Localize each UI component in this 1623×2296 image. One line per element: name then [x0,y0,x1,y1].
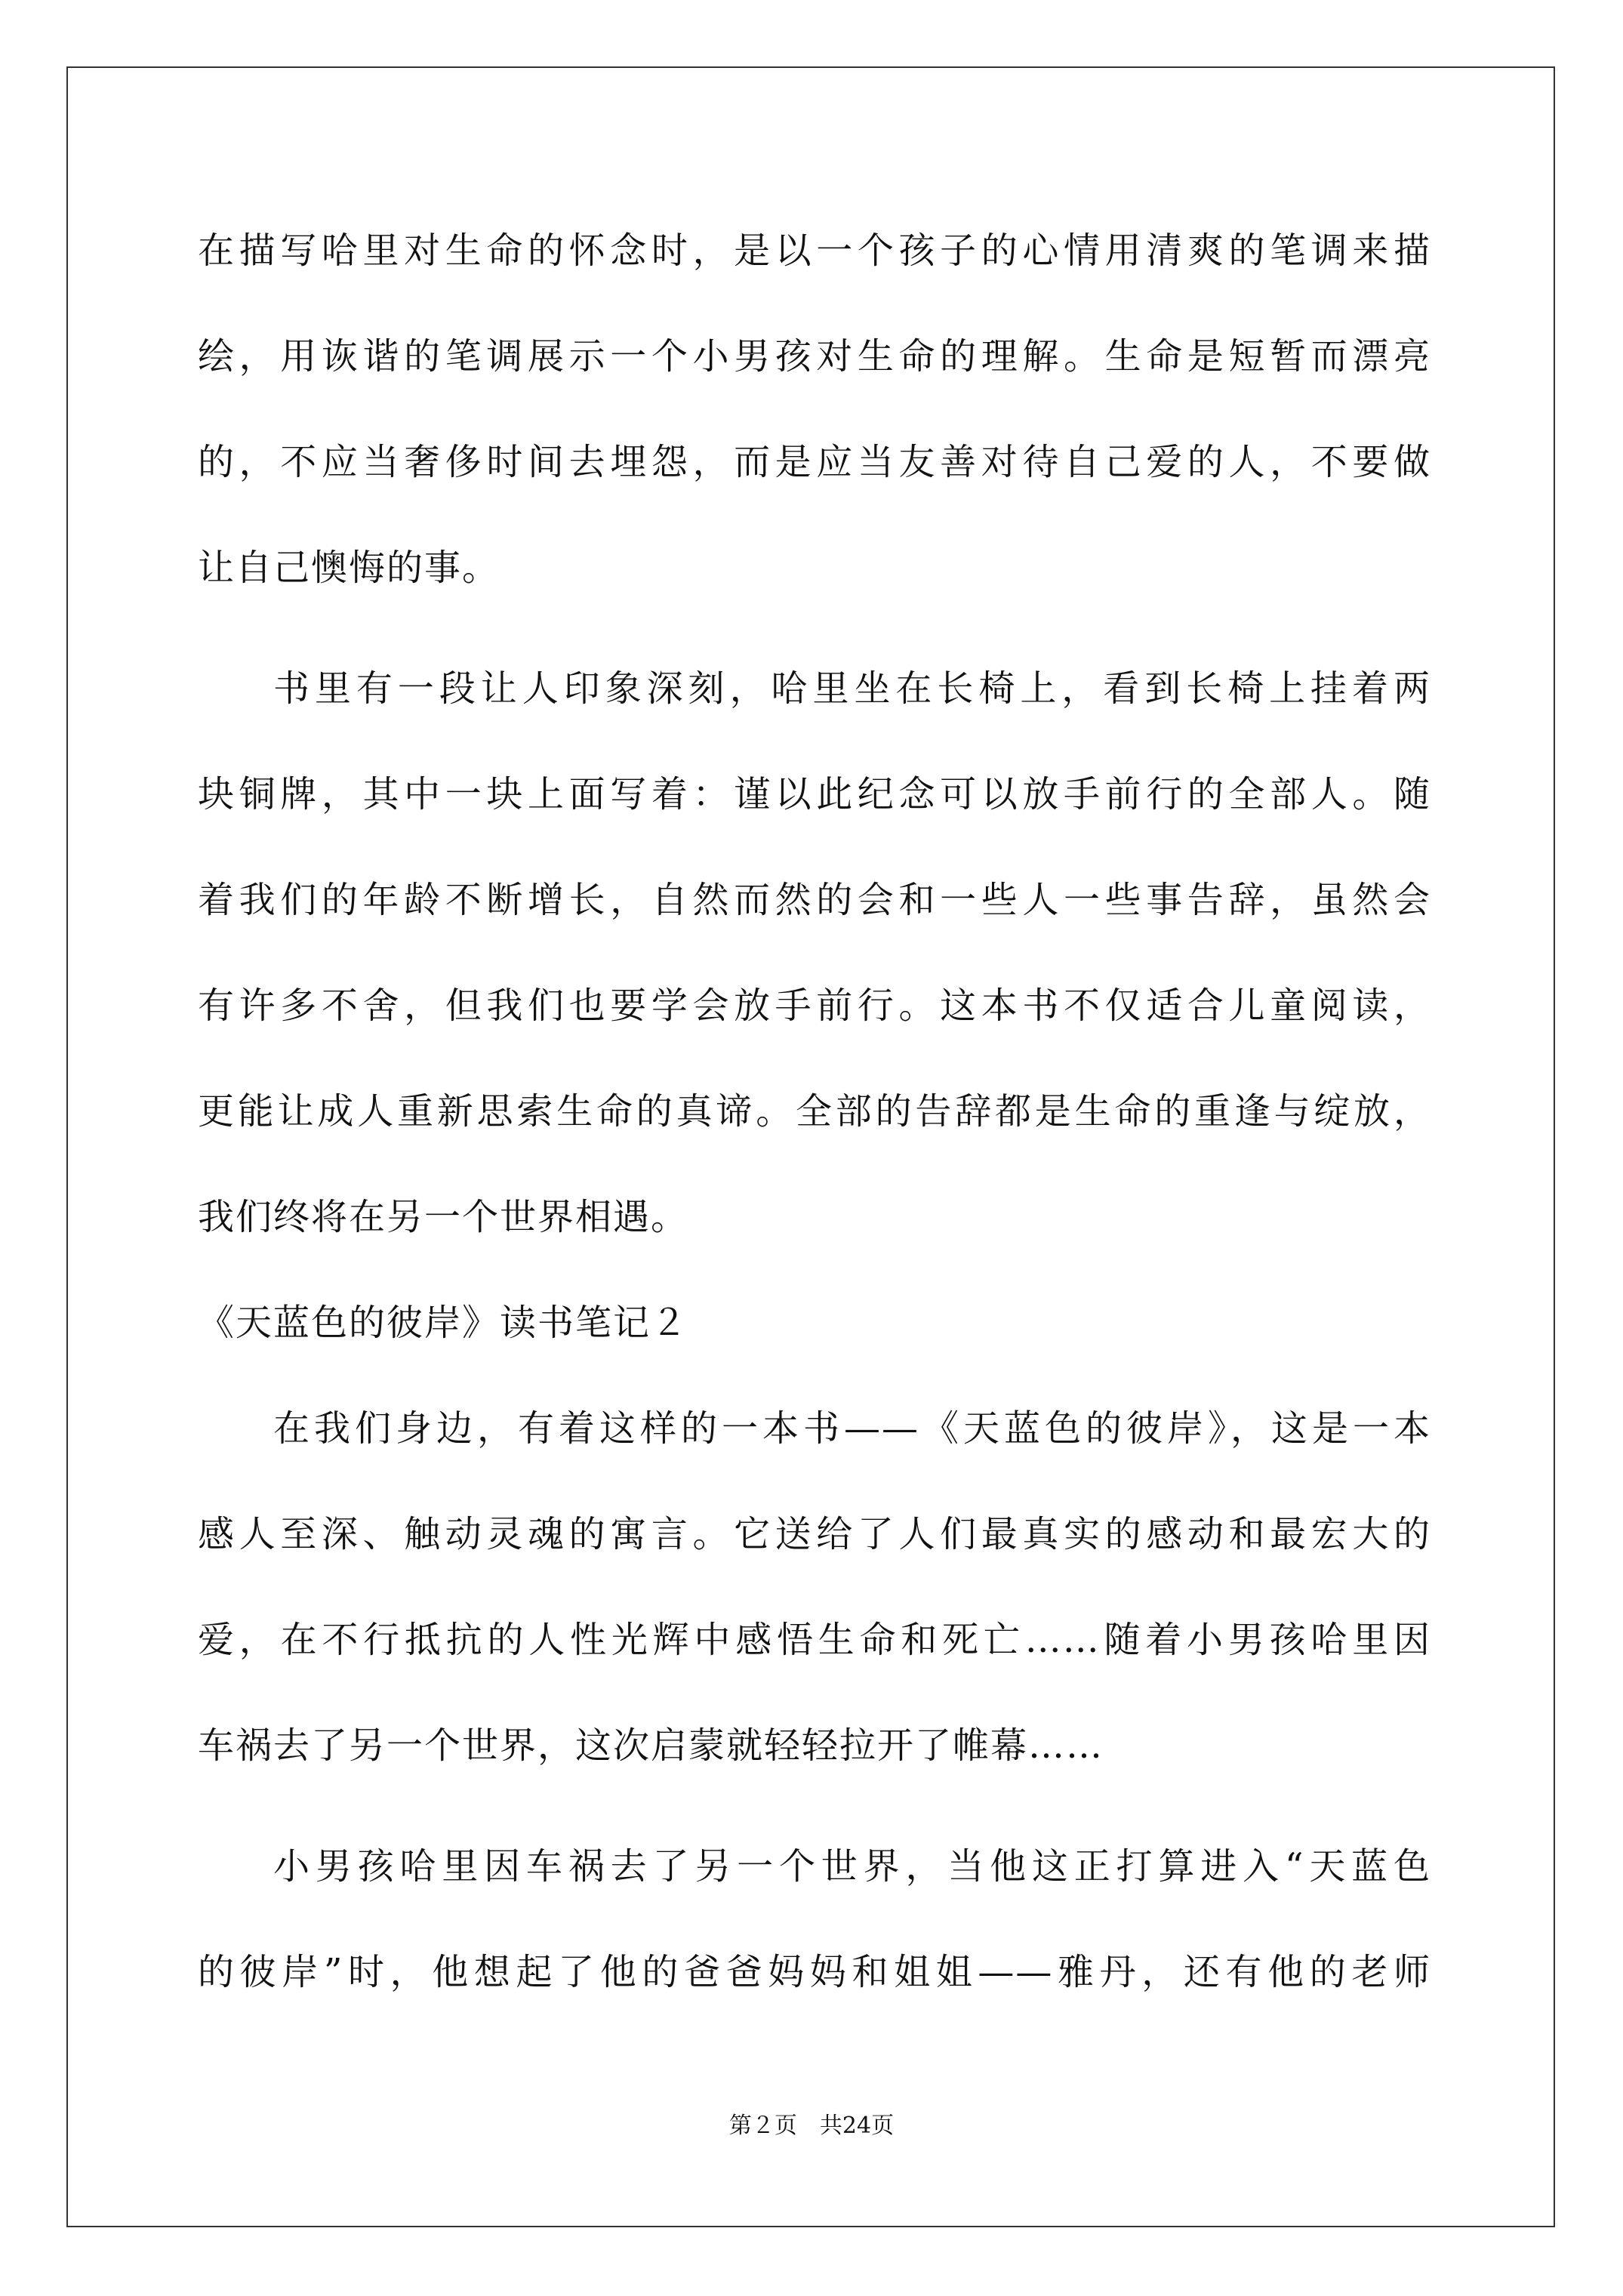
body-line-15: 小男孩哈里因车祸去了另一个世界，当他这正打算进入“天蓝色 [273,1845,1431,1888]
body-line-11: 在我们身边，有着这样的一本书——《天蓝色的彼岸》，这是一本 [273,1407,1431,1450]
body-line-6: 块铜牌，其中一块上面写着：谨以此纪念可以放手前行的全部人。随 [198,773,1431,815]
body-line-2: 绘，用诙谐的笔调展示一个小男孩对生命的理解。生命是短暂而漂亮 [198,335,1431,378]
body-line-7: 着我们的年龄不断增长，自然而然的会和一些人一些事告辞，虽然会 [198,879,1431,921]
body-line-3: 的，不应当奢侈时间去埋怨，而是应当友善对待自己爱的人，不要做 [198,441,1431,483]
body-line-14: 车祸去了另一个世界，这次启蒙就轻轻拉开了帷幕…… [198,1724,1104,1767]
body-line-12: 感人至深、触动灵魂的寓言。它送给了人们最真实的感动和最宏大的 [198,1513,1431,1555]
body-line-16: 的彼岸”时，他想起了他的爸爸妈妈和姐姐——雅丹，还有他的老师 [198,1951,1431,1993]
body-line-13: 爱，在不行抵抗的人性光辉中感悟生命和死亡……随着小男孩哈里因 [198,1619,1431,1661]
section-heading: 《天蓝色的彼岸》读书笔记２ [198,1302,689,1344]
body-line-1: 在描写哈里对生命的怀念时，是以一个孩子的心情用清爽的笔调来描 [198,230,1431,272]
page-number-footer: 第２页 共24页 [728,2113,895,2139]
body-line-5: 书里有一段让人印象深刻，哈里坐在长椅上，看到长椅上挂着两 [273,667,1431,710]
page-border [66,66,1555,2227]
body-line-10: 我们终将在另一个世界相遇。 [198,1196,689,1238]
body-line-8: 有许多不舍，但我们也要学会放手前行。这本书不仅适合儿童阅读， [198,985,1431,1027]
body-line-9: 更能让成人重新思索生命的真谛。全部的告辞都是生命的重逢与绽放， [198,1090,1431,1133]
body-line-4: 让自己懊悔的事。 [198,547,500,589]
